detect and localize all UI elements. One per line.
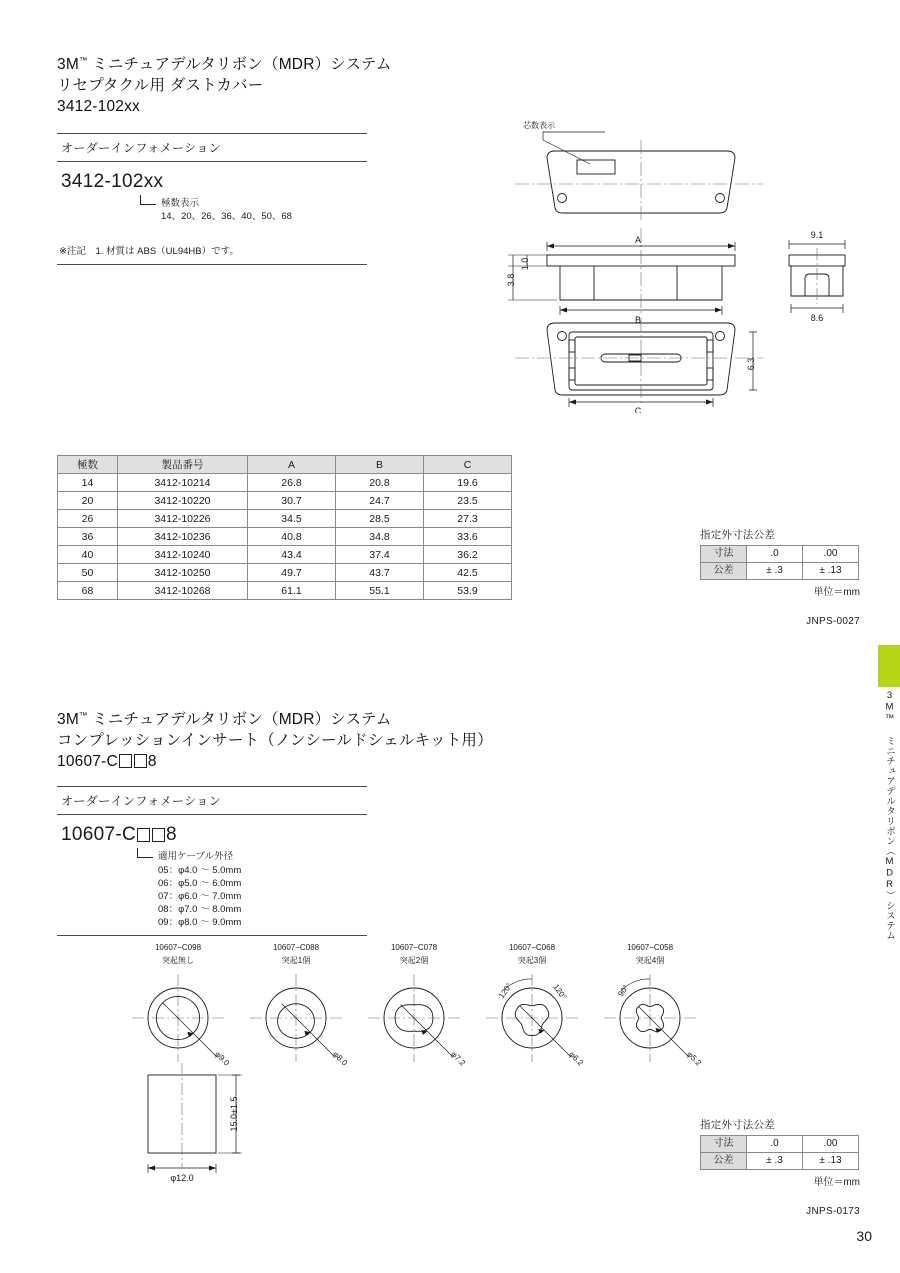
callout2-values <box>158 864 241 929</box>
col-header-c: C <box>424 456 512 474</box>
section2-pn-post: 8 <box>147 753 157 771</box>
table-row <box>58 474 512 492</box>
section1-order-block <box>57 133 367 265</box>
section1-title <box>57 50 487 117</box>
section1-data-table <box>57 455 512 600</box>
section2-tolerance-block <box>700 1117 860 1217</box>
cable-option: 08：φ7.0 〜 8.0mm <box>158 904 242 915</box>
insert-diameter-label: φ8.0 <box>331 1049 350 1068</box>
section1-table-wrap <box>57 455 512 600</box>
table-cell-3: 20.8 <box>336 474 424 492</box>
table-row <box>58 528 512 546</box>
table-cell-1: 3412-10268 <box>118 582 248 600</box>
section1-partnumber: 3412-102xx <box>57 98 141 116</box>
table-row <box>58 582 512 600</box>
table-cell-0: 40 <box>58 546 118 564</box>
insert-part-number: 10607−C078 <box>390 943 438 952</box>
table-cell-3: 37.4 <box>336 546 424 564</box>
insert-part-number: 10607−C098 <box>154 943 202 952</box>
callout2-label: 適用ケーブル外径 <box>158 851 234 862</box>
section1-brand: 3M <box>57 56 79 74</box>
insert-part-number: 10607−C058 <box>626 943 674 952</box>
table-cell-4: 23.5 <box>424 492 512 510</box>
tol1-r2-c1: 公差 <box>701 563 747 580</box>
table-cell-0: 20 <box>58 492 118 510</box>
table-cell-1: 3412-10214 <box>118 474 248 492</box>
insert-diameter-label: φ7.2 <box>449 1049 468 1068</box>
table-cell-0: 36 <box>58 528 118 546</box>
insert-diameter-label: φ9.0 <box>213 1049 232 1068</box>
insert-diagram <box>486 974 578 1062</box>
tolerance1-unit: 単位＝mm <box>813 587 860 598</box>
insert-angle-label: 120° <box>551 982 569 1002</box>
insert-diagram <box>250 974 342 1062</box>
section1-note: ※注記 1. 材質は ABS（UL94HB）です。 <box>59 246 239 257</box>
table-cell-3: 24.7 <box>336 492 424 510</box>
insert-description: 突起無し <box>162 956 194 965</box>
tolerance1-code: JNPS-0027 <box>806 616 860 627</box>
table-cell-1: 3412-10250 <box>118 564 248 582</box>
table-header-row <box>58 456 512 474</box>
table-cell-1: 3412-10226 <box>118 510 248 528</box>
trademark-icon: ™ <box>78 55 88 65</box>
tol2-r2-c3: ± .13 <box>803 1153 859 1170</box>
tol2-r2-c1: 公差 <box>701 1153 747 1170</box>
section-side-label: 3M™ ミニチュアデルタリボン（MDR）システム <box>884 690 895 941</box>
section1-tolerance-block <box>700 527 860 627</box>
col-header-a: A <box>248 456 336 474</box>
insert-angle-label: 120° <box>496 981 514 1001</box>
section2-order-header: オーダーインフォメーション <box>57 786 367 815</box>
table-cell-2: 43.4 <box>248 546 336 564</box>
tolerance1-title: 指定外寸法公差 <box>700 529 775 541</box>
tolerance1-row-tol <box>701 563 859 580</box>
table-row <box>58 492 512 510</box>
placeholder-box-1 <box>119 754 132 768</box>
table-cell-3: 43.7 <box>336 564 424 582</box>
tol1-r1-c2: .0 <box>747 546 803 563</box>
tol2-r1-c2: .0 <box>747 1136 803 1153</box>
dim-8-6-label: 8.6 <box>810 313 824 323</box>
table-row <box>58 564 512 582</box>
callout2-leader-line <box>137 848 153 858</box>
section2-subtitle: コンプレッションインサート（ノンシールドシェルキット用） <box>57 732 493 750</box>
table-cell-1: 3412-10240 <box>118 546 248 564</box>
section1-subtitle: リセプタクル用 ダストカバー <box>57 77 264 95</box>
tolerance2-code: JNPS-0173 <box>806 1206 860 1217</box>
table-row <box>58 510 512 528</box>
table-cell-3: 28.5 <box>336 510 424 528</box>
tolerance2-row-tol <box>701 1153 859 1170</box>
callout-values: 14、20、26、36、40、50、68 <box>161 211 292 222</box>
col-header-b: B <box>336 456 424 474</box>
insert-body-drawing <box>120 1055 320 1195</box>
table-cell-3: 34.8 <box>336 528 424 546</box>
insert-part-number: 10607−C068 <box>508 943 556 952</box>
tol1-r1-c3: .00 <box>803 546 859 563</box>
dim-c-label: C <box>634 406 642 413</box>
dim-6-3-label: 6.3 <box>746 357 756 371</box>
insert-angle-label: 90° <box>616 983 631 999</box>
section2-title <box>57 705 527 772</box>
tol2-r2-c2: ± .3 <box>747 1153 803 1170</box>
insert-description: 突起4個 <box>635 956 665 965</box>
col-header-poles: 極数 <box>58 456 118 474</box>
insert-part-number: 10607−C088 <box>272 943 320 952</box>
table-cell-2: 40.8 <box>248 528 336 546</box>
section1-title-rest: ミニチュアデルタリボン（MDR）システム <box>87 56 392 74</box>
section1-order-code: 3412-102xx <box>61 171 164 192</box>
body-height-label: 15.0±1.5 <box>229 1096 239 1132</box>
table-cell-0: 68 <box>58 582 118 600</box>
col-header-part: 製品番号 <box>118 456 248 474</box>
tol1-r1-c1: 寸法 <box>701 546 747 563</box>
section2-pn-pre: 10607-C <box>57 753 118 771</box>
table-cell-3: 55.1 <box>336 582 424 600</box>
table-body <box>58 474 512 600</box>
tolerance2-table <box>700 1135 859 1170</box>
body-diameter-label: φ12.0 <box>170 1173 194 1183</box>
table-cell-2: 26.8 <box>248 474 336 492</box>
table-cell-2: 61.1 <box>248 582 336 600</box>
table-cell-4: 19.6 <box>424 474 512 492</box>
callout-leader-line <box>140 195 156 205</box>
insert-description: 突起3個 <box>517 956 547 965</box>
section2-code-pre: 10607-C <box>61 824 136 845</box>
dim-a-label: A <box>634 235 642 245</box>
table-cell-2: 30.7 <box>248 492 336 510</box>
placeholder-box-4 <box>152 828 165 842</box>
section2-brand: 3M <box>57 711 79 729</box>
table-cell-4: 53.9 <box>424 582 512 600</box>
section1-note-divider <box>57 264 367 265</box>
section1-drawing <box>505 118 855 413</box>
section2-order-code <box>57 815 367 846</box>
tolerance2-title: 指定外寸法公差 <box>700 1119 775 1131</box>
insert-diagram <box>132 974 224 1062</box>
dim-b-label: B <box>634 315 642 325</box>
tolerance2-unit: 単位＝mm <box>813 1177 860 1188</box>
tolerance1-table <box>700 545 859 580</box>
leader-label: 芯数表示 <box>523 121 555 130</box>
table-cell-4: 27.3 <box>424 510 512 528</box>
cable-option: 07：φ6.0 〜 7.0mm <box>158 891 242 902</box>
table-cell-0: 26 <box>58 510 118 528</box>
callout-label: 極数表示 <box>161 198 200 209</box>
insert-diameter-label: φ6.2 <box>567 1049 586 1068</box>
table-cell-1: 3412-10220 <box>118 492 248 510</box>
section1-order-header: オーダーインフォメーション <box>57 133 367 162</box>
dim-3-8-label: 3.8 <box>506 273 516 287</box>
section2-title-rest: ミニチュアデルタリボン（MDR）システム <box>87 711 392 729</box>
table-cell-4: 36.2 <box>424 546 512 564</box>
tolerance1-row-dim <box>701 546 859 563</box>
insert-description: 突起1個 <box>281 956 311 965</box>
tol2-r1-c3: .00 <box>803 1136 859 1153</box>
table-cell-0: 14 <box>58 474 118 492</box>
tol1-r2-c2: ± .3 <box>747 563 803 580</box>
insert-diagram <box>604 974 696 1062</box>
placeholder-box-3 <box>137 828 150 842</box>
table-cell-2: 49.7 <box>248 564 336 582</box>
section1-callout <box>57 193 367 233</box>
cable-option: 09：φ8.0 〜 9.0mm <box>158 917 242 928</box>
insert-diagram <box>368 974 460 1062</box>
trademark-icon-2: ™ <box>78 710 88 720</box>
table-cell-4: 33.6 <box>424 528 512 546</box>
tolerance2-row-dim <box>701 1136 859 1153</box>
section-color-tab <box>878 645 900 687</box>
table-cell-1: 3412-10236 <box>118 528 248 546</box>
insert-diameter-label: φ5.2 <box>685 1049 704 1068</box>
table-cell-0: 50 <box>58 564 118 582</box>
section2-order-block <box>57 786 367 936</box>
dim-1-0-label: 1.0 <box>520 257 530 271</box>
table-cell-4: 42.5 <box>424 564 512 582</box>
table-cell-2: 34.5 <box>248 510 336 528</box>
cable-option: 06：φ5.0 〜 6.0mm <box>158 878 242 889</box>
dim-9-1-label: 9.1 <box>810 230 824 240</box>
page-number: 30 <box>856 1228 872 1244</box>
section2-callout <box>57 846 367 941</box>
placeholder-box-2 <box>134 754 147 768</box>
tol2-r1-c1: 寸法 <box>701 1136 747 1153</box>
section2-partnumber <box>57 751 527 772</box>
section2-code-post: 8 <box>165 824 177 845</box>
cable-option: 05：φ4.0 〜 5.0mm <box>158 865 242 876</box>
insert-description: 突起2個 <box>399 956 429 965</box>
table-row <box>58 546 512 564</box>
tol1-r2-c3: ± .13 <box>803 563 859 580</box>
